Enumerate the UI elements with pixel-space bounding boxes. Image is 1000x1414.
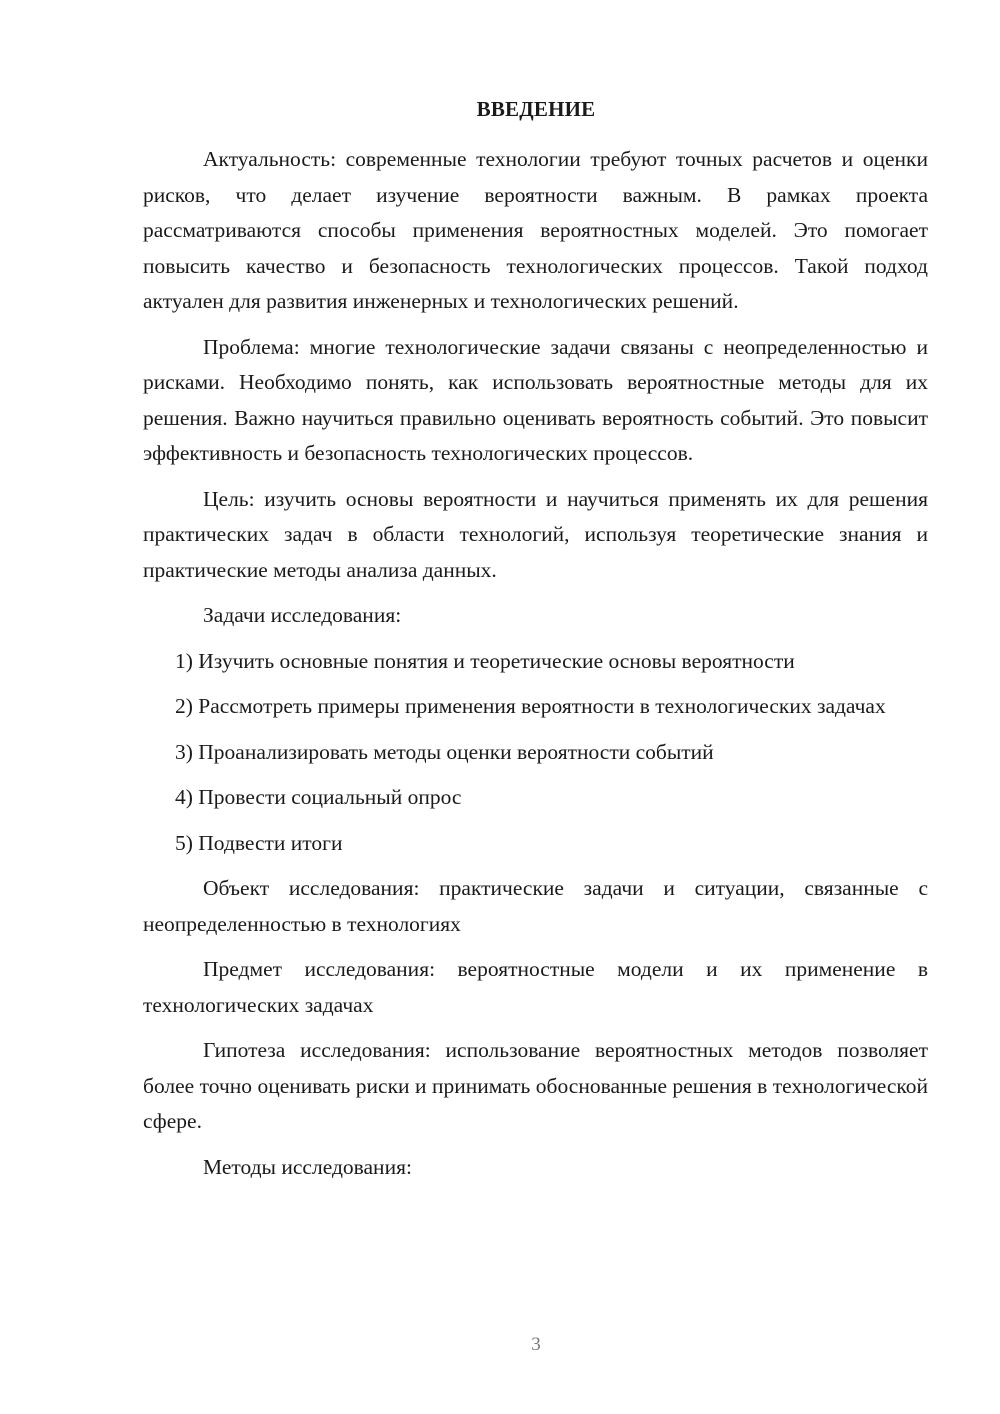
list-item-task-4: 4) Провести социальный опрос bbox=[175, 785, 462, 809]
page-number: 3 bbox=[531, 1334, 541, 1355]
list-item-task-2: 2) Рассмотреть примеры применения вероятности в технологических задачах bbox=[175, 694, 886, 718]
paragraph-object: Объект исследования: практические задачи и ситуации, связанные с неопределенностью в технологиях bbox=[143, 876, 928, 936]
section-title: ВВЕДЕНИЕ bbox=[476, 97, 596, 121]
paragraph-methods: Методы исследования: bbox=[203, 1154, 412, 1179]
paragraph-subject: Предмет исследования: вероятностные модели и их применение в технологических задачах bbox=[143, 957, 928, 1017]
paragraph-problem: Проблема: многие технологические задачи связаны с неопределенностью и рисками. Необходимо понять, как использовать вероятностные методы для их решения. Важно научиться правильно оценивать вероятность событий. Это повысит эффективность и безопасность технологических процессов. bbox=[143, 334, 928, 465]
paragraph-hypothesis: Гипотеза исследования: использование вероятностных методов позволяет более точно оценивать риски и принимать обоснованные решения в технологической сфере. bbox=[143, 1038, 928, 1133]
list-item-task-3: 3) Проанализировать методы оценки вероятности событий bbox=[175, 739, 714, 764]
list-item-task-5: 5) Подвести итоги bbox=[175, 830, 343, 855]
body-text bbox=[143, 142, 928, 1185]
paragraph-relevance: Актуальность: современные технологии требуют точных расчетов и оценки рисков, что делает изучение вероятности важным. В рамках проекта рассматриваются способы применения вероятностных моделей. Это помогает повысить качество и безопасность технологических процессов. Такой подход актуален для развития инженерных и технологических решений. bbox=[143, 147, 928, 313]
list-item-task-1: 1) Изучить основные понятия и теоретические основы вероятности bbox=[175, 648, 795, 673]
paragraph-goal: Цель: изучить основы вероятности и научиться применять их для решения практических задач в области технологий, используя теоретические знания и практические методы анализа данных. bbox=[143, 486, 928, 582]
paragraph-tasks-heading: Задачи исследования: bbox=[203, 603, 402, 627]
